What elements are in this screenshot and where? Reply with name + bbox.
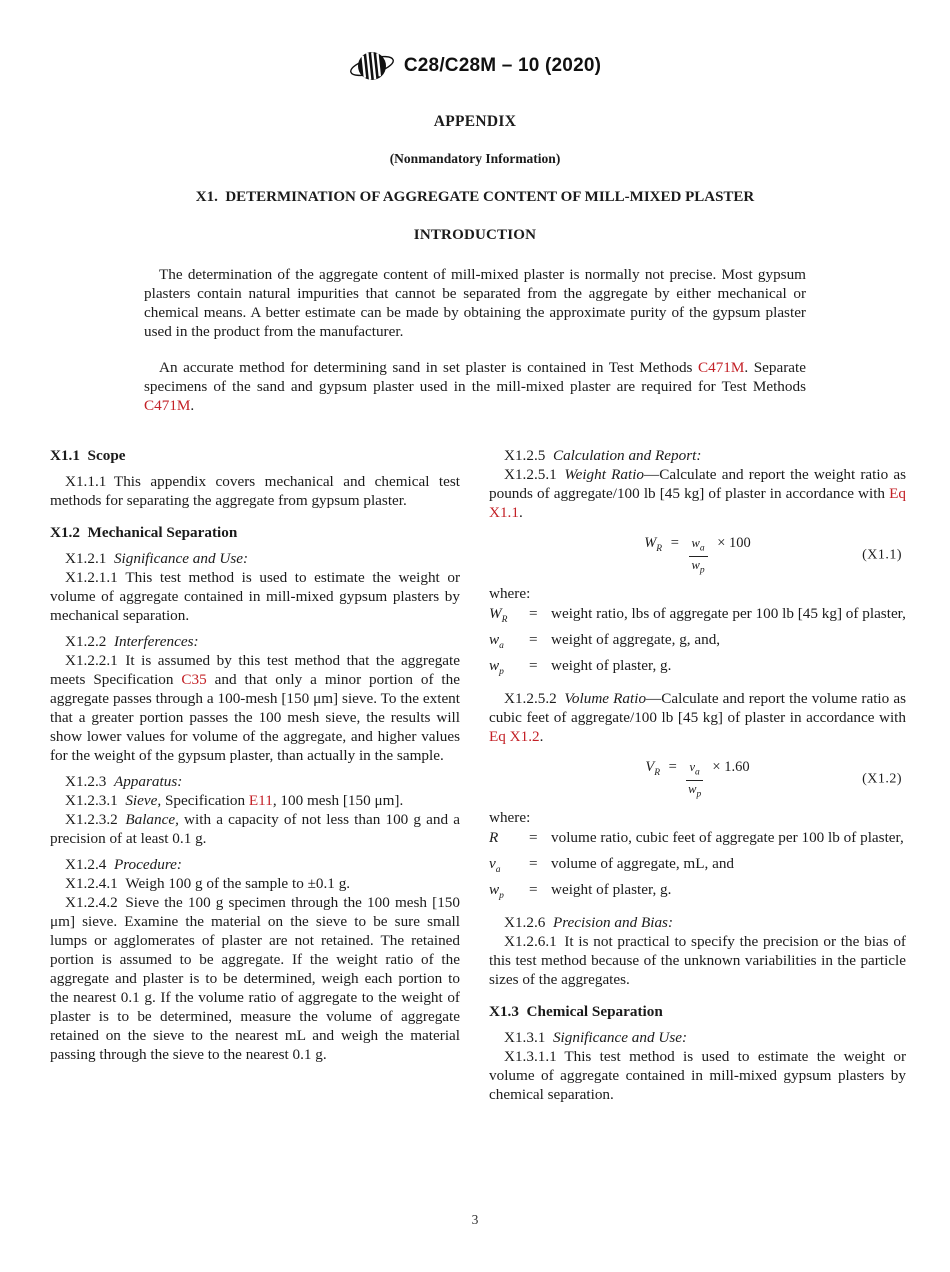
- para-x1-1-1: X1.1.1 This appendix covers mechanical and chemical test methods for separating the aggregate from gypsum plaster.: [50, 473, 460, 509]
- subheading-x1-2-5: [489, 446, 906, 465]
- para-text: X1.2.2.1 It is assumed by this test method that the aggregate meets Specification: [50, 652, 460, 688]
- page-header: [0, 0, 950, 86]
- para-x1-2-3-2: [50, 810, 460, 848]
- intro-paragraph-1: The determination of the aggregate content of mill-mixed plaster is normally not precise. Most gypsum plasters contain natural impurities that cannot be separated from the aggregate by either mechanical or chemical means. A better estimate can be made by obtaining the approximate purity of the gypsum plaster used in the product from the manufacturer.: [144, 266, 806, 340]
- page-number: 3: [471, 1212, 479, 1227]
- definition-row: $w_p$ = weight of plaster, g.: [489, 881, 672, 902]
- para-text: , 100 mesh [150 μm].: [272, 792, 404, 809]
- para-x1-2-5-2: [489, 689, 906, 746]
- subheading-x1-2-1: [50, 549, 460, 568]
- heading-x1-1-scope: X1.1 Scope: [50, 447, 126, 464]
- term-volume-ratio: Volume Ratio: [564, 690, 647, 708]
- definition-row: R = volume ratio, cubic feet of aggregate per 100 lb of plaster,: [489, 829, 904, 847]
- link-eq-x1-2[interactable]: Eq X1.2: [489, 728, 540, 746]
- fraction: $\frac{v_a}{w_p}$: [688, 759, 702, 800]
- clause-title: Interferences:: [113, 633, 199, 650]
- clause-number: X1.2.3: [65, 773, 114, 790]
- clause-number: X1.2.4: [65, 856, 114, 873]
- eq-lhs: V: [645, 758, 655, 775]
- section-x1-title: X1. DETERMINATION OF AGGREGATE CONTENT OF MILL-MIXED PLASTER: [195, 189, 755, 205]
- astm-logo-icon: [349, 46, 395, 86]
- para-text: with a capacity of not less than 100 g and a precision of at least 0.1 g.: [50, 811, 460, 847]
- link-c471m-2[interactable]: C471M: [144, 397, 191, 414]
- clause-number: X1.2.5: [504, 447, 553, 464]
- equation-number: (X1.1): [862, 547, 902, 563]
- definition-row: $W_R$ = weight ratio, lbs of aggregate per 100 lb [45 kg] of plaster,: [489, 605, 906, 626]
- clause-title: Precision and Bias:: [552, 914, 674, 932]
- intro-p2-text: .: [190, 397, 195, 414]
- equation-x1-2: [489, 756, 906, 802]
- subheading-x1-2-4: [50, 855, 460, 874]
- appendix-title: APPENDIX: [433, 113, 517, 130]
- definition-row: $w_p$ = weight of plaster, g.: [489, 657, 672, 678]
- introduction-block: [144, 265, 806, 415]
- equation-formula: $W_R$ = $\frac{w_a}{w_p}$ × 100: [644, 534, 751, 575]
- subheading-x1-3-1: [489, 1028, 906, 1047]
- right-column: [489, 446, 906, 1104]
- para-text: —Calculate and report the weight ratio as pounds of aggregate/100 lb [45 kg] of plaster in accordance with: [489, 466, 906, 502]
- link-c471m-1[interactable]: C471M: [697, 359, 745, 376]
- clause-title: Significance and Use:: [552, 1029, 688, 1047]
- clause-number: X1.2.5.2: [504, 690, 565, 708]
- clause-number: X1.2.3.2: [65, 811, 126, 828]
- apparatus-name: Sieve,: [125, 792, 162, 809]
- fraction: $\frac{w_a}{w_p}$: [689, 536, 708, 577]
- term-weight-ratio: Weight Ratio: [564, 466, 645, 483]
- para-text: —Calculate and report the volume ratio as cubic feet of aggregate/100 lb [45 kg] of plaster in accordance with: [489, 690, 906, 727]
- para-x1-2-5-1: [489, 465, 906, 522]
- clause-number: X1.2.3.1: [65, 792, 126, 809]
- para-x1-2-3-1: [50, 791, 460, 810]
- clause-title: Significance and Use:: [113, 550, 249, 567]
- apparatus-name: Balance,: [125, 811, 179, 828]
- link-e11[interactable]: E11: [248, 792, 273, 809]
- nonmandatory-subtitle: (Nonmandatory Information): [389, 151, 561, 166]
- subheading-x1-2-2: [50, 632, 460, 651]
- clause-title: Procedure:: [113, 856, 182, 873]
- clause-number: X1.2.6: [504, 914, 553, 932]
- heading-x1-3-chemical-separation: X1.3 Chemical Separation: [489, 1003, 663, 1021]
- heading-x1-2-mechanical-separation: X1.2 Mechanical Separation: [50, 524, 238, 541]
- para-text: .: [518, 504, 523, 521]
- where-label: where:: [489, 585, 531, 602]
- clause-number: X1.2.5.1: [504, 466, 565, 483]
- intro-paragraph-2: [144, 358, 806, 415]
- para-x1-2-2-1: [50, 651, 460, 765]
- para-x1-2-6-1: X1.2.6.1 It is not practical to specify the precision or the bias of this test method because of the unknown variabilities in the particle sizes of the aggregates.: [489, 933, 906, 989]
- subheading-x1-2-6: [489, 913, 906, 932]
- para-x1-2-1-1: X1.2.1.1 This test method is used to estimate the weight or volume of aggregate contained in mill-mixed gypsum plasters by mechanical separation.: [50, 569, 460, 624]
- two-column-body: [50, 446, 906, 1104]
- para-text: .: [539, 728, 544, 746]
- doc-code: C28/C28M – 10 (2020): [403, 55, 602, 76]
- clause-number: X1.2.2: [65, 633, 114, 650]
- clause-title: Calculation and Report:: [552, 447, 702, 464]
- equation-number: (X1.2): [862, 771, 902, 787]
- intro-p2-text: . Separate specimens of the sand and gypsum plaster used in the mill-mixed plaster are required for Test Methods: [144, 359, 807, 395]
- clause-number: X1.3.1: [504, 1029, 553, 1047]
- para-x1-2-4-2: X1.2.4.2 Sieve the 100 g specimen through the 100 mesh [150 μm] sieve. Examine the material on the sieve to be sure small lumps or agglomerates of plaster are not retained. The retained portion is assumed to be aggregate. If the weight ratio of the aggregate and plaster is to be determined, weigh each portion to the nearest 0.1 g. If the volume ratio of aggregate to the weight of plaster is to be determined, measure the volume of aggregate retained on the sieve to the nearest mL and weigh the material passing through the sieve to the nearest 0.1 g.: [50, 894, 460, 1063]
- para-x1-3-1-1: X1.3.1.1 This test method is used to estimate the weight or volume of aggregate contained in mill-mixed gypsum plasters by chemical separation.: [489, 1048, 906, 1104]
- where-label: where:: [489, 809, 531, 827]
- clause-title: Apparatus:: [113, 773, 183, 790]
- link-eq-x1-1[interactable]: Eq X1.1: [489, 485, 906, 521]
- intro-p2-text: An accurate method for determining sand in set plaster is contained in Test Methods: [159, 359, 698, 376]
- subheading-x1-2-3: [50, 772, 460, 791]
- para-x1-2-4-1: X1.2.4.1 Weigh 100 g of the sample to ±0.1 g.: [65, 875, 351, 892]
- equation-x1-1: [489, 532, 906, 578]
- left-column: [50, 446, 460, 1104]
- introduction-title: INTRODUCTION: [413, 227, 537, 243]
- clause-number: X1.2.1: [65, 550, 114, 567]
- definition-row: $v_a$ = volume of aggregate, mL, and: [489, 855, 735, 876]
- eq-lhs: W: [644, 534, 657, 551]
- equation-formula: $V_R$ = $\frac{v_a}{w_p}$ × 1.60: [645, 758, 750, 800]
- definition-row: $w_a$ = weight of aggregate, g, and,: [489, 631, 721, 652]
- link-c35[interactable]: C35: [181, 671, 207, 688]
- para-text: and that only a minor portion of the aggregate passes through a 100-mesh [150 μm] sieve. To the extent that a greater portion passes the 100 mesh sieve, the results will show lower values for volume of the aggregate, and higher values for the weight of the gypsum plaster, than actually in the sample.: [50, 671, 460, 764]
- para-text: Specification: [161, 792, 249, 809]
